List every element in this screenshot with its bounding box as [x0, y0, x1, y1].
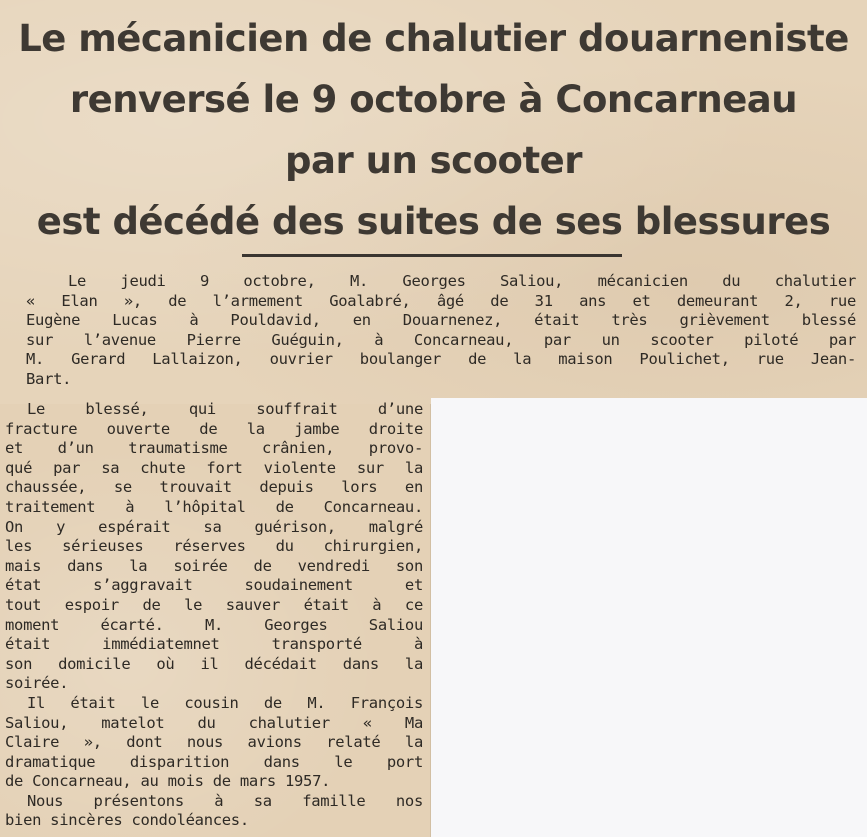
column-line: bien sincères condoléances. — [5, 811, 249, 830]
column-line: Claire », dont nous avions relaté la — [5, 733, 423, 752]
intro-line: Le jeudi 9 octobre, M. Georges Saliou, mécanicien du chalutier — [68, 272, 856, 290]
column-line: Nous présentons à sa famille nos — [27, 791, 423, 810]
intro-line: « Elan », de l’armement Goalabré, âgé de 31 ans et demeurant 2, rue — [26, 291, 856, 310]
article-column — [5, 400, 423, 831]
intro-line: Bart. — [26, 369, 72, 388]
column-line: était immédiatemnet transporté à — [5, 635, 423, 654]
column-line: moment écarté. M. Georges Saliou — [5, 615, 423, 634]
column-line: de Concarneau, au mois de mars 1957. — [5, 772, 331, 791]
column-line: Il était le cousin de M. François — [27, 693, 423, 712]
column-line: chaussée, se trouvait depuis lors en — [5, 478, 423, 497]
column-line: Saliou, matelot du chalutier « Ma — [5, 713, 423, 732]
column-line: tout espoir de le sauver était à ce — [5, 595, 423, 614]
headline-line: par un scooter — [285, 139, 582, 182]
column-line: et d’un traumatisme crânien, provo- — [5, 439, 423, 458]
article-headline — [10, 8, 857, 252]
intro-paragraph — [26, 272, 856, 389]
column-line: son domicile où il décédait dans la — [5, 654, 423, 673]
headline-divider — [242, 254, 622, 257]
column-line: Le blessé, qui souffrait d’une — [27, 400, 423, 418]
column-line: état s’aggravait soudainement et — [5, 576, 423, 595]
column-line: fracture ouverte de la jambe droite — [5, 419, 423, 438]
column-line: traitement à l’hôpital de Concarneau. — [5, 497, 423, 516]
column-line: soirée. — [5, 674, 69, 693]
blank-background — [431, 398, 867, 837]
intro-line: M. Gerard Lallaizon, ouvrier boulanger de la maison Poulichet, rue Jean- — [26, 350, 856, 368]
column-line: qué par sa chute fort violente sur la — [5, 458, 423, 477]
column-line: On y espérait sa guérison, malgré — [5, 517, 423, 536]
intro-line: sur l’avenue Pierre Guéguin, à Concarneau, par un scooter piloté par — [26, 330, 856, 349]
column-line: dramatique disparition dans le port — [5, 752, 423, 771]
headline-line: renversé le 9 octobre à Concarneau — [69, 78, 798, 121]
column-line: les sérieuses réserves du chirurgien, — [5, 537, 423, 556]
intro-line: Eugène Lucas à Pouldavid, en Douarnenez, était très grièvement blessé — [26, 311, 856, 329]
headline-line: Le mécanicien de chalutier douarneniste — [18, 17, 849, 60]
column-line: mais dans la soirée de vendredi son — [5, 556, 423, 575]
headline-line: est décédé des suites de ses blessures — [36, 200, 831, 243]
